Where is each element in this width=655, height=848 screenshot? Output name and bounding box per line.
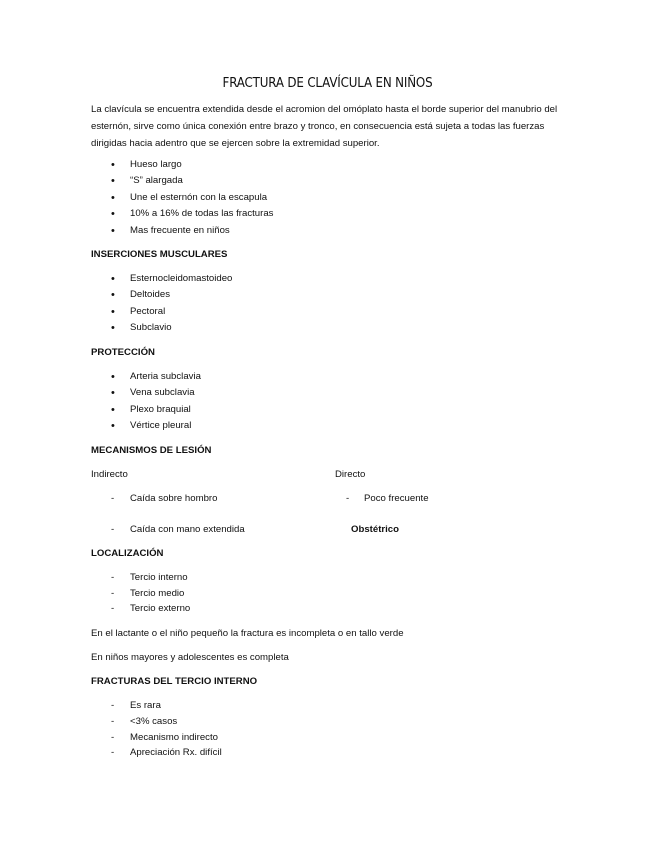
intro-paragraph: La clavícula se encuentra extendida desde el acromion del omóplato hasta el borde superior del manubrio del esternón, sirve como única conexión entre brazo y tronco, en consecuencia está sujeta a todas las fuerzas dirigidas hacia adentro que se ejercen sobre la extremidad superior. [91,104,558,149]
section-heading-inserciones: INSERCIONES MUSCULARES [91,249,228,260]
document-page: FRACTURA DE CLAVÍCULA EN NIÑOS La clavícula se encuentra extendida desde el acromion del omóplato hasta el borde superior del manubrio del esternón, sirve como única conexión entre brazo y tronco, en consecuencia está sujeta a todas las fuerzas dirigidas hacia adentro que se ejercen sobre la extremidad superior. • Hueso largo • “S” alargada • Une el esternón con la escapula • 10% a 16% de todas las fracturas • Mas frecuente en niños INSERCIONES MUSCULARES • Esternocleidomastoideo • Deltoides • Pectoral • Subclavio PROTECCIÓN • Arteria subclavia • Vena subclavia • Plexo braquial • Vértice pleural MECANISMOS DE LESIÓN Indirecto Directo - Caída sobre hombro - Poco frecuente - Caída con mano extendida Obstétrico LOCALIZACIÓN - Tercio interno - Tercio medio - Tercio externo En el lactante o el niño pequeño la fractura es incompleta o en tallo verde En niños mayores y adolescentes es completa FRACTURAS DEL TERCIO INTERNO - Es rara - <3% casos - Mecanismo indirecto - Apreciación Rx. difícil [0,0,655,848]
dash-marker: - [346,493,350,504]
lactante-text: En el lactante o el niño pequeño la fractura es incompleta o en tallo verde [91,628,404,639]
section-heading-localizacion: LOCALIZACIÓN [91,548,164,559]
directo-label: Directo [335,469,366,480]
indirecto-item-1: Caída sobre hombro [130,493,218,504]
section-heading-proteccion: PROTECCIÓN [91,347,155,358]
dash-marker: - [111,524,115,535]
section-heading-mecanismos: MECANISMOS DE LESIÓN [91,445,212,456]
indirecto-label: Indirecto [91,469,128,480]
section-heading-tercio-interno: FRACTURAS DEL TERCIO INTERNO [91,676,258,687]
directo-item-1: Poco frecuente [364,493,429,504]
dash-marker: - [111,493,115,504]
indirecto-item-2: Caída con mano extendida [130,524,245,535]
page-title: FRACTURA DE CLAVÍCULA EN NIÑOS [222,75,433,91]
directo-item-2: Obstétrico [351,524,399,535]
mayores-text: En niños mayores y adolescentes es completa [91,652,289,663]
